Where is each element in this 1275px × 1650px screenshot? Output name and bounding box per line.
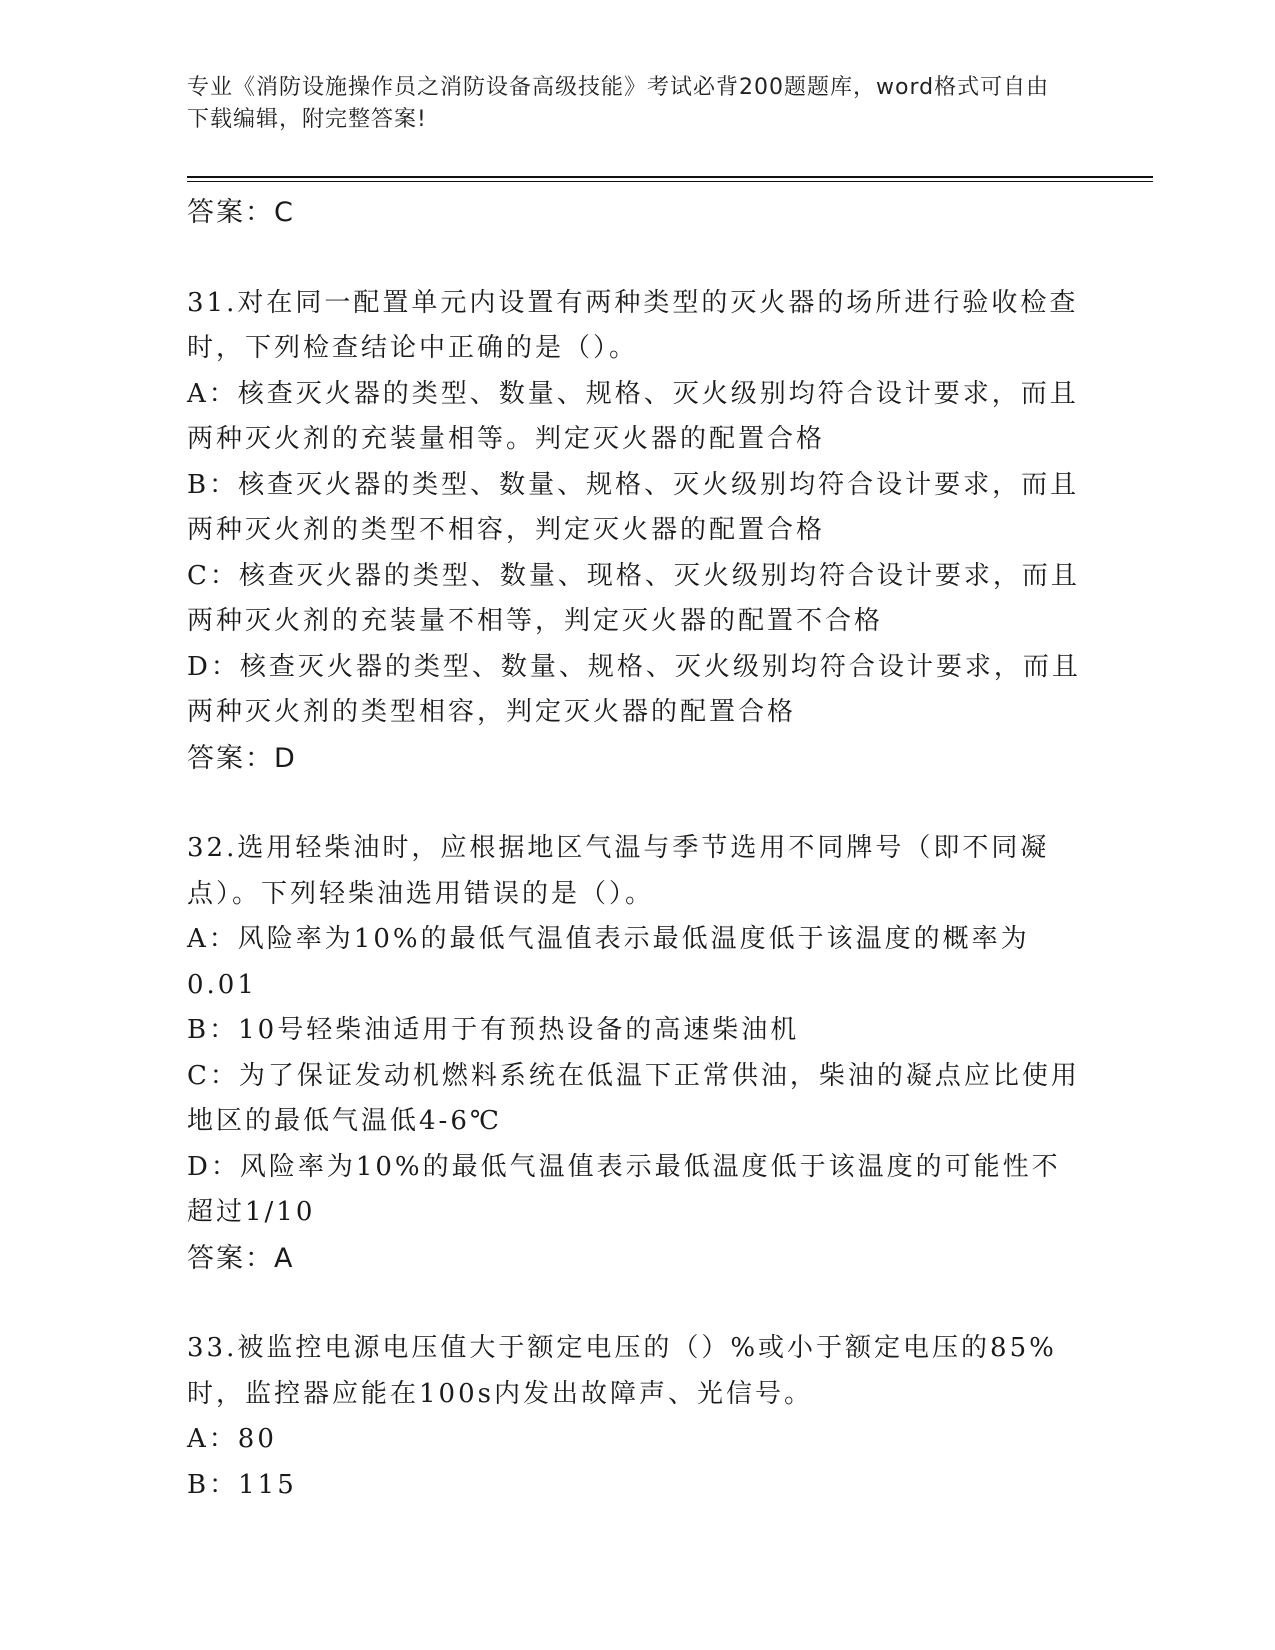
question-32-option-d: D：风险率为10%的最低气温值表示最低温度低于该温度的可能性不超过1/10 — [187, 1151, 1061, 1227]
question-31-option-d: D：核查灭火器的类型、数量、规格、灭火级别均符合设计要求，而且两种灭火剂的类型相容，判定灭火器的配置合格 — [187, 651, 1081, 727]
question-31-option-c: C：核查灭火器的类型、数量、现格、灭火级别均符合设计要求，而且两种灭火剂的充装量不相等，判定灭火器的配置不合格 — [187, 560, 1080, 636]
question-33-option-b: B：115 — [187, 1469, 297, 1500]
question-33 — [187, 1326, 1087, 1508]
question-32-option-b: B：10号轻柴油适用于有预热设备的高速柴油机 — [187, 1015, 800, 1045]
answer-31: 答案：D — [187, 742, 297, 774]
answer-32: 答案：A — [187, 1242, 295, 1274]
spacer — [187, 781, 1087, 826]
document-header — [187, 72, 1067, 136]
question-32-option-c: C：为了保证发动机燃料系统在低温下正常供油，柴油的凝点应比使用地区的最低气温低4-6℃ — [187, 1060, 1080, 1136]
question-32-option-a: A：风险率为10%的最低气温值表示最低温度低于该温度的概率为0.01 — [187, 924, 1030, 1000]
question-32-text: 32.选用轻柴油时，应根据地区气温与季节选用不同牌号（即不同凝点）。下列轻柴油选用错误的是（）。 — [187, 833, 1050, 909]
header-rule-thin — [187, 181, 1153, 182]
question-31-text: 31.对在同一配置单元内设置有两种类型的灭火器的场所进行验收检查时，下列检查结论中正确的是（）。 — [187, 287, 1079, 363]
question-33-option-a: A：80 — [187, 1424, 277, 1454]
question-31-option-b: B：核查灭火器的类型、数量、规格、灭火级别均符合设计要求，而且两种灭火剂的类型不相容，判定灭火器的配置合格 — [187, 469, 1080, 545]
question-31 — [187, 281, 1087, 782]
spacer — [187, 1281, 1087, 1326]
header-rule-thick — [187, 176, 1153, 178]
question-33-text: 33.被监控电源电压值大于额定电压的（）%或小于额定电压的85%时，监控器应能在100s内发出故障声、光信号。 — [187, 1333, 1057, 1409]
answer-30: 答案：C — [187, 197, 295, 228]
question-32 — [187, 826, 1087, 1281]
question-31-option-a: A：核查灭火器的类型、数量、规格、灭火级别均符合设计要求，而且两种灭火剂的充装量相等。判定灭火器的配置合格 — [187, 378, 1079, 454]
header-text: 专业《消防设施操作员之消防设备高级技能》考试必背200题题库，word格式可自由下载编辑，附完整答案! — [187, 75, 1050, 132]
spacer — [187, 236, 1087, 281]
document-body — [187, 190, 1087, 1508]
